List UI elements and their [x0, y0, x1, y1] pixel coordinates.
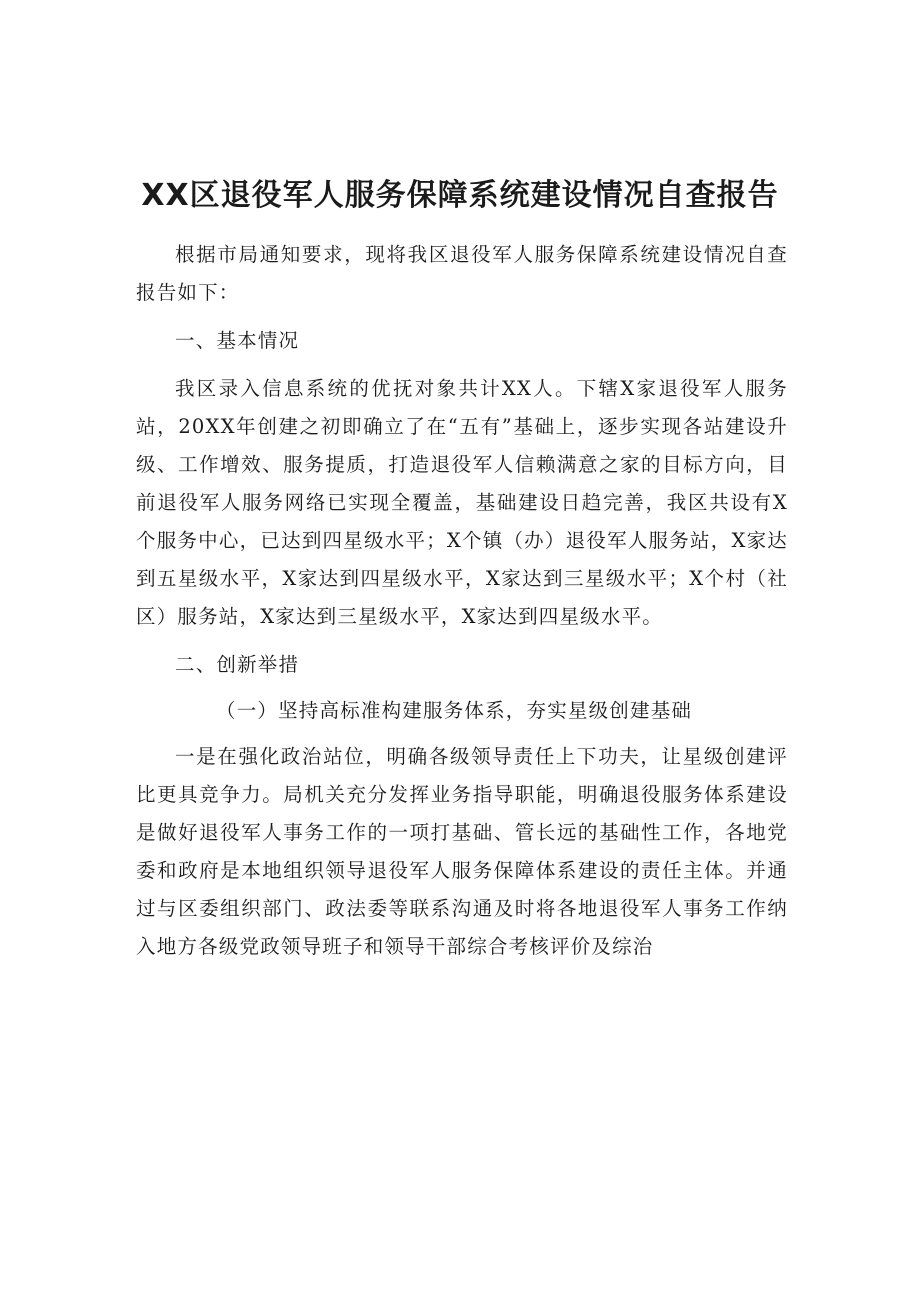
- document-body: [136, 236, 788, 966]
- intro-paragraph: 根据市局通知要求，现将我区退役军人服务保障系统建设情况自查报告如下：: [136, 243, 788, 304]
- basic-situation-paragraph: 我区录入信息系统的优抚对象共计XX人。下辖X家退役军人服务站，20XX年创建之初即确立了在“五有”基础上，逐步实现各站建设升级、工作增效、服务提质，打造退役军人信赖满意之家的目标方向，目前退役军人服务网络已实现全覆盖，基础建设日趋完善，我区共设有X个服务中心，已达到四星级水平；X个镇（办）退役军人服务站，X家达到五星级水平，X家达到四星级水平，X家达到三星级水平；X个村（社区）服务站，X家达到三星级水平，X家达到四星级水平。: [136, 377, 788, 628]
- section-heading-innovation: 二、创新举措: [175, 653, 300, 676]
- innovation-paragraph-1: 一是在强化政治站位，明确各级领导责任上下功夫，让星级创建评比更具竞争力。局机关充分发挥业务指导职能，明确退役服务体系建设是做好退役军人事务工作的一项打基础、管长远的基础性工作，各地党委和政府是本地组织领导退役军人服务保障体系建设的责任主体。并通过与区委组织部门、政法委等联系沟通及时将各地退役军人事务工作纳入地方各级党政领导班子和领导干部综合考核评价及综治: [136, 745, 788, 958]
- subsection-heading-1: （一）坚持高标准构建服务体系，夯实星级创建基础: [216, 699, 693, 722]
- section-heading-basic-situation: 一、基本情况: [175, 329, 300, 352]
- document-title: XX区退役军人服务保障系统建设情况自查报告: [141, 178, 779, 213]
